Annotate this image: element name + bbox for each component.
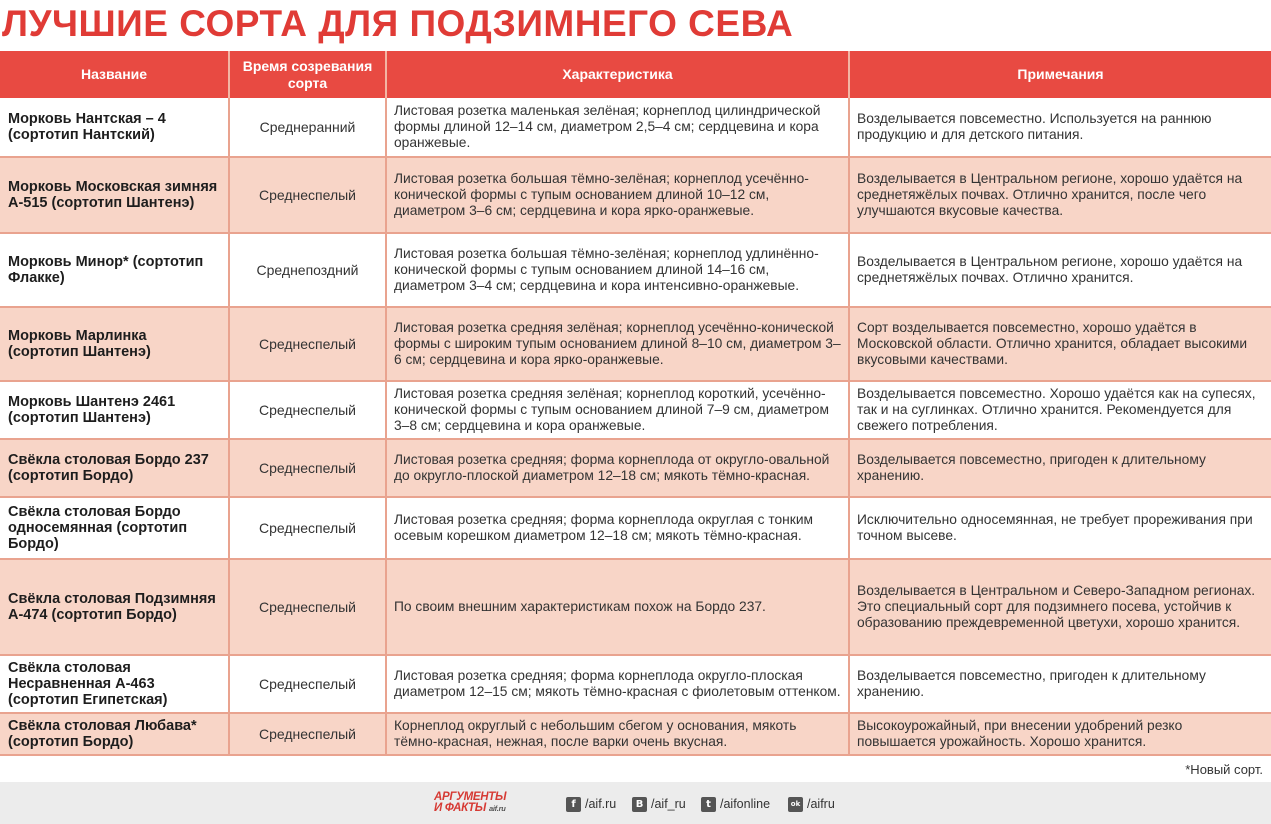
table-row	[0, 439, 1271, 497]
table-row	[0, 98, 1271, 157]
variety-name: Морковь Московская зимняя А-515 (сортотип Шантенэ)	[0, 157, 229, 233]
table-row	[0, 233, 1271, 307]
table-row	[0, 381, 1271, 439]
ripening-time: Среднеспелый	[229, 157, 386, 233]
variety-notes: Возделывается в Центральном регионе, хорошо удаётся на среднетяжёлых почвах. Отлично хранится, после чего улучшаются вкусовые качества.	[849, 157, 1271, 233]
social-label: /aifru	[807, 797, 835, 811]
header-notes: Примечания	[849, 51, 1271, 98]
variety-description: Листовая розетка большая тёмно-зелёная; корнеплод усечённо-конической формы с тупым основанием длиной 10–12 см, диаметром 3–6 см; сердцевина и кора ярко-оранжевые.	[386, 157, 849, 233]
ripening-time: Среднеспелый	[229, 559, 386, 655]
logo-line-1: АРГУМЕНТЫ	[434, 791, 507, 803]
variety-name: Свёкла столовая Бордо односемянная (сортотип Бордо)	[0, 497, 229, 559]
variety-description: Листовая розетка большая тёмно-зелёная; корнеплод удлинённо-конической формы с тупым основанием длиной 14–16 см, диаметром 3–4 см; сердцевина и кора интенсивно-оранжевые.	[386, 233, 849, 307]
variety-notes: Возделывается в Центральном регионе, хорошо удаётся на среднетяжёлых почвах. Отлично хранится.	[849, 233, 1271, 307]
page-title: ЛУЧШИЕ СОРТА ДЛЯ ПОДЗИМНЕГО СЕВА	[2, 3, 794, 44]
ripening-time: Среднеранний	[229, 98, 386, 157]
variety-description: Листовая розетка маленькая зелёная; корнеплод цилиндрической формы длиной 12–14 см, диаметром 2,5–4 см; сердцевина и кора оранжевые.	[386, 98, 849, 157]
logo-line-2	[434, 803, 529, 814]
table-row	[0, 713, 1271, 755]
variety-name: Свёкла столовая Подзимняя А-474 (сортотип Бордо)	[0, 559, 229, 655]
table-row	[0, 157, 1271, 233]
variety-notes: Исключительно односемянная, не требует прореживания при точном высеве.	[849, 497, 1271, 559]
aif-logo[interactable]	[434, 792, 529, 816]
variety-description: Корнеплод округлый с небольшим сбегом у основания, мякоть тёмно-красная, нежная, после варки очень вкусная.	[386, 713, 849, 755]
ripening-time: Среднеспелый	[229, 439, 386, 497]
social-label: /aif_ru	[651, 797, 686, 811]
social-label: /aifonline	[720, 797, 771, 811]
table-row	[0, 655, 1271, 713]
social-label: /aif.ru	[585, 797, 617, 811]
variety-notes: Возделывается повсеместно, пригоден к длительному хранению.	[849, 655, 1271, 713]
variety-notes: Сорт возделывается повсеместно, хорошо удаётся в Московской области. Отлично хранится, обладает высокими вкусовыми качествами.	[849, 307, 1271, 381]
variety-notes: Возделывается в Центральном и Северо-Западном регионах. Это специальный сорт для подзимнего посева, устойчив к образованию преждевременной цветухи, хорошо хранится.	[849, 559, 1271, 655]
variety-notes: Высокоурожайный, при внесении удобрений резко повышается урожайность. Хорошо хранится.	[849, 713, 1271, 755]
variety-description: Листовая розетка средняя; форма корнеплода округло-плоская диаметром 12–15 см; мякоть тёмно-красная с фиолетовым оттенком.	[386, 655, 849, 713]
header-name: Название	[0, 51, 229, 98]
variety-description: Листовая розетка средняя зелёная; корнеплод короткий, усечённо-конической формы с тупым основанием длиной 7–9 см, диаметром 3–8 см; сердцевина и кора оранжевые.	[386, 381, 849, 439]
odnoklassniki-icon: ok	[788, 797, 803, 812]
variety-name: Морковь Марлинка (сортотип Шантенэ)	[0, 307, 229, 381]
vk-icon: B	[632, 797, 647, 812]
variety-description: Листовая розетка средняя зелёная; корнеплод усечённо-конической формы с широким тупым основанием длиной 8–10 см, диаметром 3–6 см; сердцевина и кора ярко-оранжевые.	[386, 307, 849, 381]
facebook-icon: f	[566, 797, 581, 812]
variety-name: Морковь Шантенэ 2461 (сортотип Шантенэ)	[0, 381, 229, 439]
twitter-icon: t	[701, 797, 716, 812]
variety-name: Морковь Нантская – 4 (сортотип Нантский)	[0, 98, 229, 157]
footnote: *Новый сорт.	[1185, 762, 1263, 777]
table-row	[0, 307, 1271, 381]
social-twitter[interactable]	[701, 796, 770, 812]
varieties-table	[0, 51, 1271, 756]
header-ripening: Время созревания сорта	[229, 51, 386, 98]
logo-domain: aif.ru	[488, 804, 506, 813]
header-description: Характеристика	[386, 51, 849, 98]
table-header-row	[0, 51, 1271, 98]
logo-line-2-text: И ФАКТЫ	[434, 802, 486, 814]
social-facebook[interactable]	[566, 796, 616, 812]
ripening-time: Среднеспелый	[229, 497, 386, 559]
table-row	[0, 559, 1271, 655]
variety-name: Свёкла столовая Любава* (сортотип Бордо)	[0, 713, 229, 755]
variety-name: Свёкла столовая Несравненная А-463 (сортотип Египетская)	[0, 655, 229, 713]
variety-notes: Возделывается повсеместно. Хорошо удаётся как на супесях, так и на суглинках. Отлично хранится. Рекомендуется для свежего потребления.	[849, 381, 1271, 439]
social-vk[interactable]	[632, 796, 686, 812]
variety-notes: Возделывается повсеместно. Используется на раннюю продукцию и для детского питания.	[849, 98, 1271, 157]
table-row	[0, 497, 1271, 559]
variety-notes: Возделывается повсеместно, пригоден к длительному хранению.	[849, 439, 1271, 497]
variety-description: По своим внешним характеристикам похож на Бордо 237.	[386, 559, 849, 655]
ripening-time: Среднеспелый	[229, 307, 386, 381]
ripening-time: Среднепоздний	[229, 233, 386, 307]
variety-name: Свёкла столовая Бордо 237 (сортотип Бордо)	[0, 439, 229, 497]
variety-description: Листовая розетка средняя; форма корнеплода округлая с тонким осевым корешком диаметром 12–18 см; мякоть тёмно-красная.	[386, 497, 849, 559]
social-odnoklassniki[interactable]	[788, 796, 835, 812]
ripening-time: Среднеспелый	[229, 655, 386, 713]
variety-name: Морковь Минор* (сортотип Флакке)	[0, 233, 229, 307]
ripening-time: Среднеспелый	[229, 713, 386, 755]
ripening-time: Среднеспелый	[229, 381, 386, 439]
variety-description: Листовая розетка средняя; форма корнеплода от округло-овальной до округло-плоской диаметром 12–18 см; мякоть тёмно-красная.	[386, 439, 849, 497]
